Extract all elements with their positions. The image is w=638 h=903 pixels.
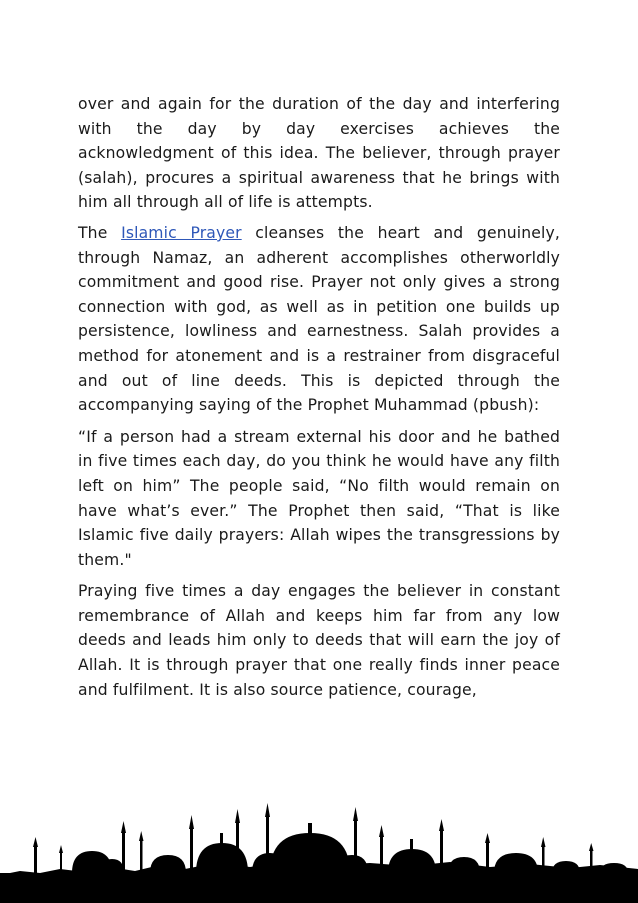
city-skyline-silhouette	[0, 803, 638, 903]
paragraph-4: Praying five times a day engages the believer in constant remembrance of Allah and keeps him far from any low deeds and leads him only to deeds that will earn the joy of Allah. It is through prayer that one really finds inner peace and fulfilment. It is also source patience, courage,	[78, 582, 560, 699]
paragraph-3-quote: “If a person had a stream external his door and he bathed in five times each day, do you think he would have any filth left on him” The people said, “No filth would remain on have what’s ever.” The Prophet then said, “That is like Islamic five daily prayers: Allah wipes the transgressions by them."	[78, 427, 560, 569]
islamic-prayer-link[interactable]: Islamic Prayer	[121, 223, 242, 242]
paragraph-2	[78, 221, 560, 418]
paragraph-1: over and again for the duration of the day and interfering with the day by day exercises achieves the acknowledgment of this idea. The believer, through prayer (salah), procures a spiritual awareness that he brings with him all through all of life is attempts.	[78, 95, 560, 212]
document-body	[78, 92, 560, 709]
paragraph-2-lead: The	[78, 223, 122, 242]
paragraph-2-body: cleanses the heart and genuinely, through Namaz, an adherent accomplishes otherworldly commitment and good rise. Prayer not only gives a strong connection with god, as well as in petition one builds up persistence, lowliness and earnestness. Salah provides a method for atonement and is a restrainer from disgraceful and out of line deeds. This is depicted through the accompanying saying of the Prophet Muhammad (pbush):	[78, 223, 560, 415]
